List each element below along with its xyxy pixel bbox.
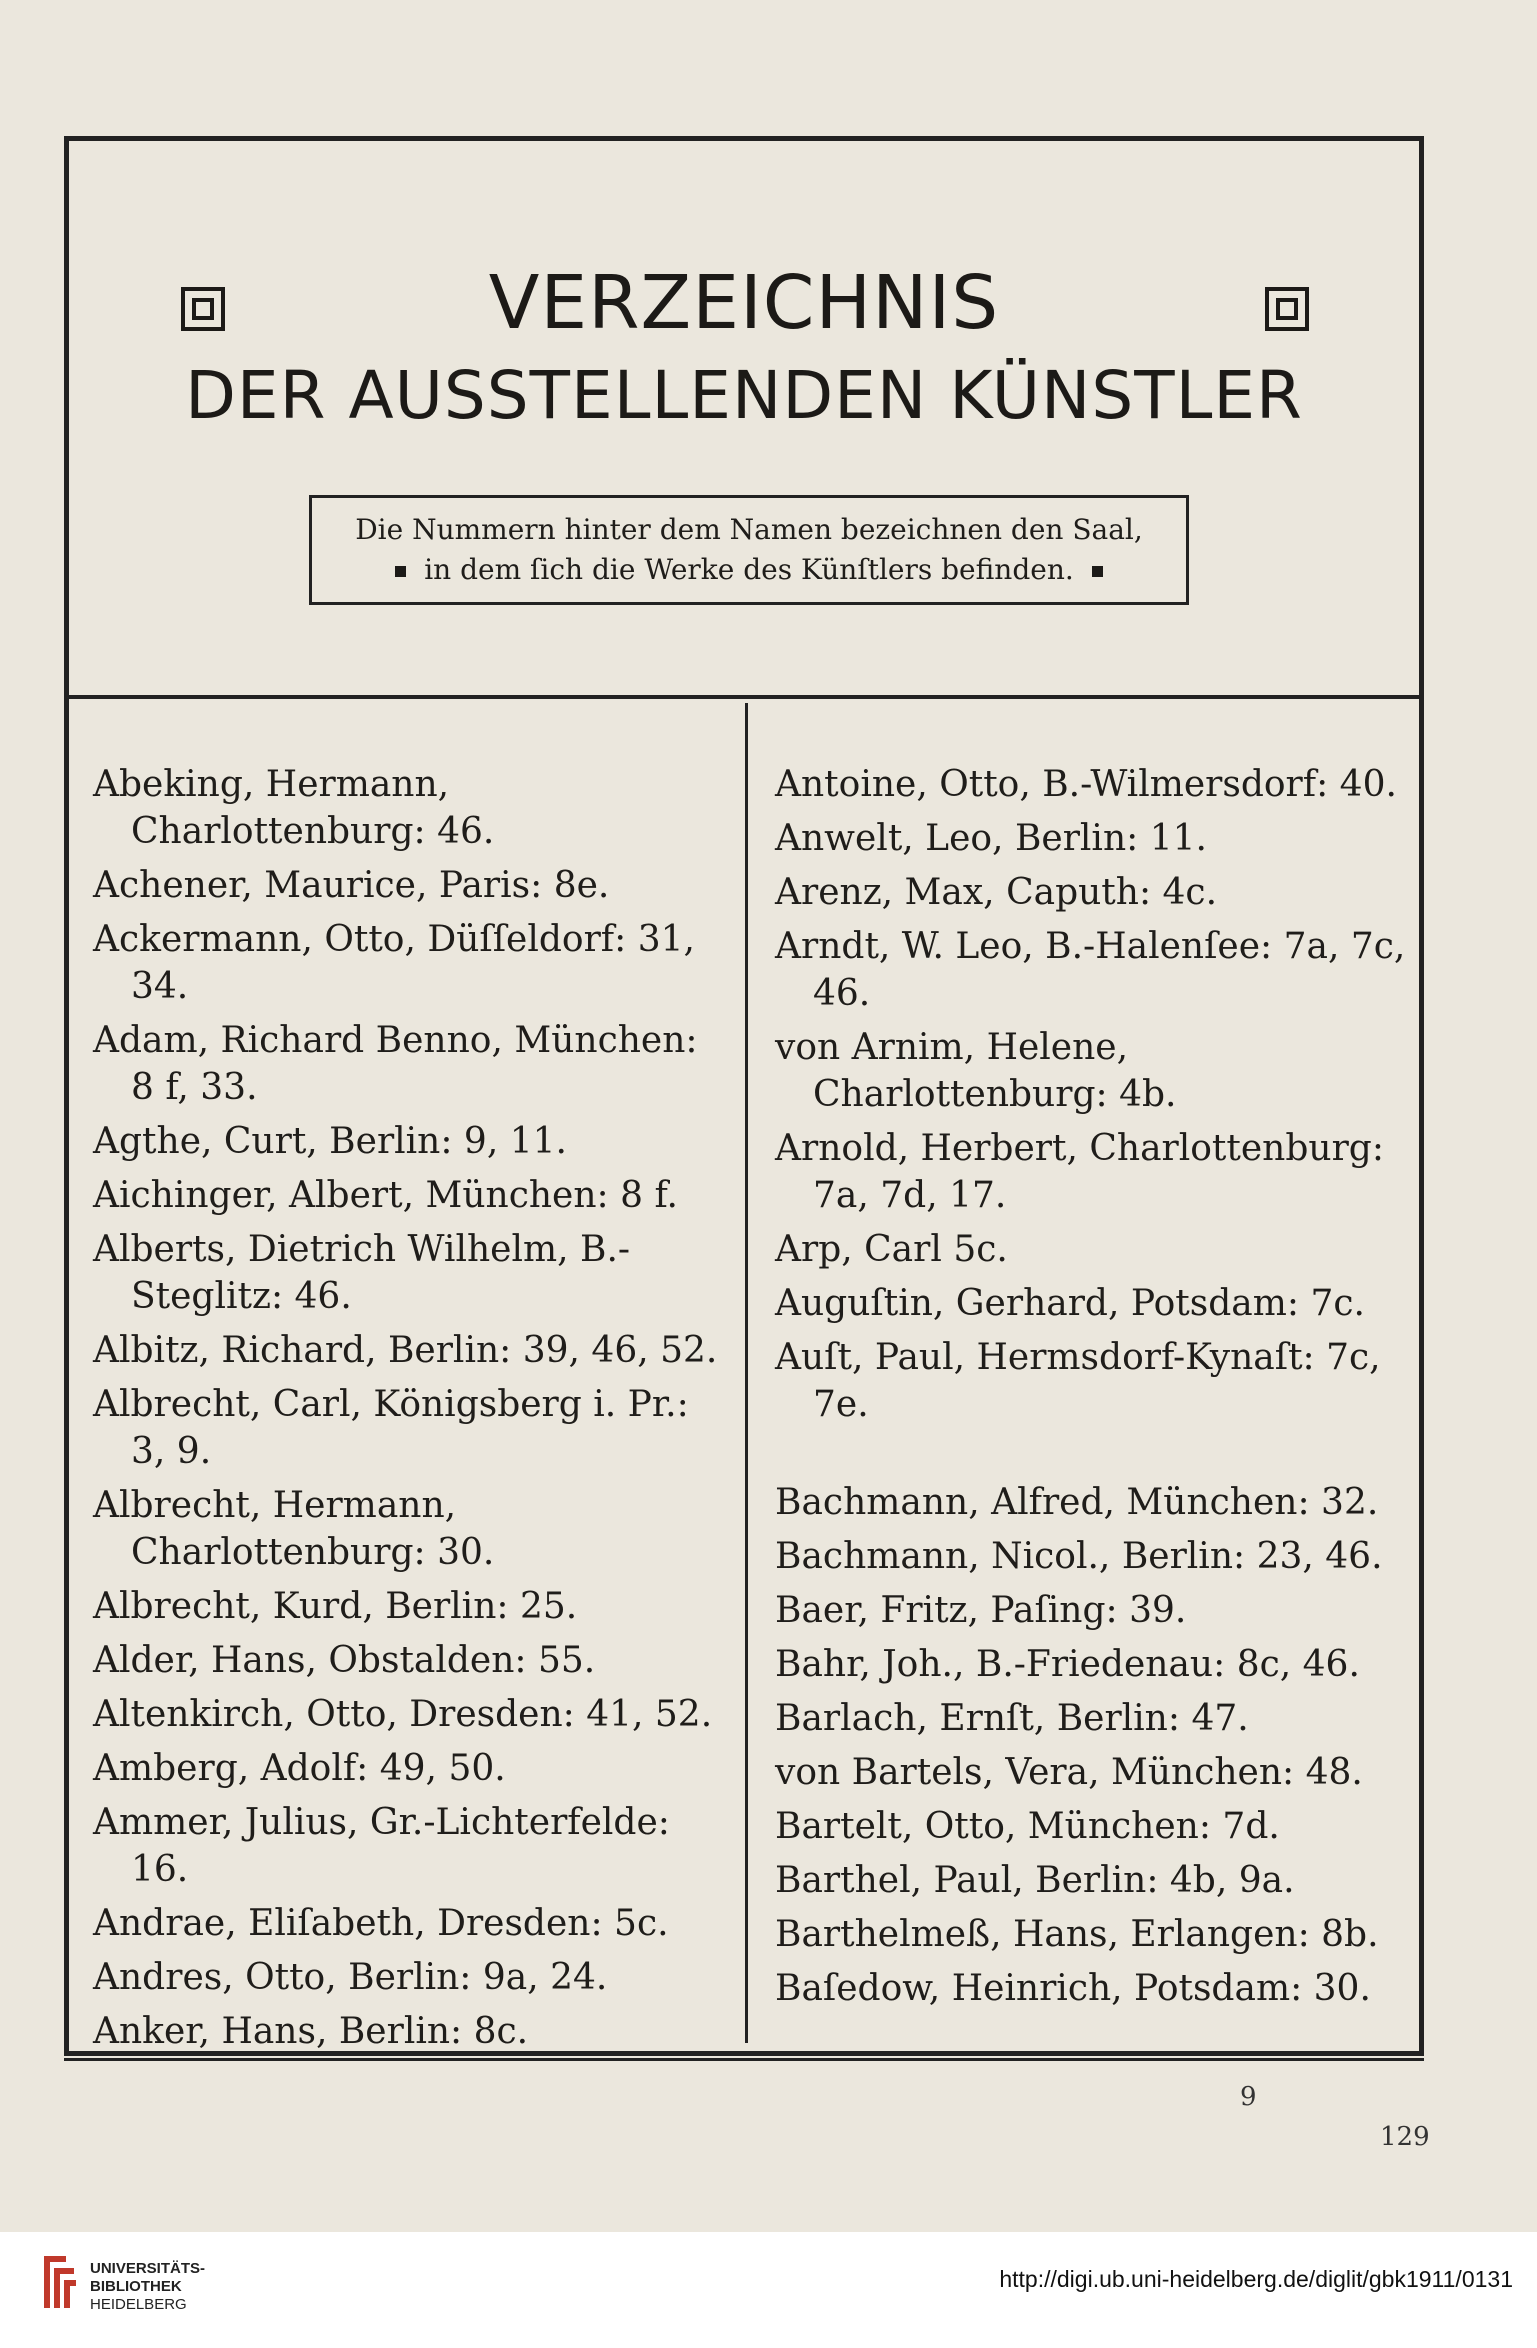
page-subtitle: DER AUSSTELLENDEN KÜNSTLER	[185, 357, 1303, 434]
right-column	[775, 761, 1411, 2019]
list-item: Bahr, Joh., B.-Friedenau: 8c, 46.	[775, 1644, 1360, 1685]
list-item: Adam, Richard Benno, München: 8 f, 33.	[93, 1020, 698, 1108]
list-item: Achener, Maurice, Paris: 8e.	[93, 865, 610, 906]
list-item: Ammer, Julius, Gr.-Lichterfelde: 16.	[93, 1802, 670, 1890]
list-item: Anker, Hans, Berlin: 8c.	[93, 2011, 529, 2052]
list-item: Albrecht, Hermann, Charlottenburg: 30.	[93, 1485, 495, 1573]
list-item: Albrecht, Carl, Königsberg i. Pr.: 3, 9.	[93, 1384, 689, 1472]
list-item: Baſedow, Heinrich, Potsdam: 30.	[775, 1968, 1371, 2009]
library-logo-icon	[36, 2250, 82, 2314]
bottom-rule	[64, 2058, 1424, 2061]
list-item: Arp, Carl 5c.	[775, 1229, 1008, 1270]
left-column	[93, 761, 723, 2062]
column-divider	[745, 703, 748, 2043]
page-title: VERZEICHNIS	[488, 260, 1000, 346]
list-item: Amberg, Adolf: 49, 50.	[93, 1748, 506, 1789]
directory-frame	[64, 136, 1424, 2056]
list-item: Anwelt, Leo, Berlin: 11.	[775, 818, 1207, 859]
list-item: Albitz, Richard, Berlin: 39, 46, 52.	[93, 1330, 718, 1371]
list-item: Bachmann, Alfred, München: 32.	[775, 1482, 1379, 1523]
bullet-icon	[1092, 566, 1103, 577]
library-name: UNIVERSITÄTS- BIBLIOTHEK HEIDELBERG	[90, 2260, 206, 2313]
list-item: Alberts, Dietrich Wilhelm, B.-Steglitz: 46.	[93, 1229, 631, 1317]
list-item: Bachmann, Nicol., Berlin: 23, 46.	[775, 1536, 1383, 1577]
footer-bar	[0, 2232, 1537, 2348]
source-url-link[interactable]: http://digi.ub.uni-heidelberg.de/diglit/gbk1911/0131	[999, 2266, 1513, 2292]
note-line-2: in dem ſich die Werke des Künſtlers befinden.	[424, 553, 1074, 586]
list-item: Auſt, Paul, Hermsdorf-Kynaſt: 7c, 7e.	[775, 1337, 1381, 1425]
list-item: Aichinger, Albert, München: 8 f.	[93, 1175, 678, 1216]
title-row	[69, 253, 1419, 353]
list-item: Abeking, Hermann, Charlottenburg: 46.	[93, 764, 495, 852]
scan-number: 129	[1380, 2122, 1430, 2152]
list-item: Bartelt, Otto, München: 7d.	[775, 1806, 1280, 1847]
list-item: Andrae, Eliſabeth, Dresden: 5c.	[93, 1903, 669, 1944]
list-item: Agthe, Curt, Berlin: 9, 11.	[93, 1121, 567, 1162]
section-spacer	[775, 1435, 1411, 1479]
list-item: Antoine, Otto, B.-Wilmersdorf: 40.	[775, 764, 1397, 805]
page-number: 9	[1240, 2082, 1257, 2112]
list-item: Arnold, Herbert, Charlottenburg: 7a, 7d, 17.	[775, 1128, 1384, 1216]
list-item: Altenkirch, Otto, Dresden: 41, 52.	[93, 1694, 713, 1735]
bullet-icon	[395, 566, 406, 577]
list-item: Arenz, Max, Caputh: 4c.	[775, 872, 1218, 913]
header-box	[69, 141, 1419, 699]
list-item: Baer, Fritz, Paſing: 39.	[775, 1590, 1187, 1631]
list-item: Andres, Otto, Berlin: 9a, 24.	[93, 1957, 608, 1998]
list-item: Barthel, Paul, Berlin: 4b, 9a.	[775, 1860, 1295, 1901]
note-line-1: Die Nummern hinter dem Namen bezeichnen den Saal,	[355, 513, 1143, 546]
note-line-2-row	[312, 550, 1186, 590]
list-item: Alder, Hans, Obstalden: 55.	[93, 1640, 596, 1681]
list-item: Albrecht, Kurd, Berlin: 25.	[93, 1586, 578, 1627]
list-item: Barthelmeß, Hans, Erlangen: 8b.	[775, 1914, 1379, 1955]
list-item: Arndt, W. Leo, B.-Halenſee: 7a, 7c, 46.	[775, 926, 1406, 1014]
note-box	[309, 495, 1189, 605]
list-item: Auguſtin, Gerhard, Potsdam: 7c.	[775, 1283, 1365, 1324]
list-item: Barlach, Ernſt, Berlin: 47.	[775, 1698, 1249, 1739]
list-item: von Arnim, Helene, Charlottenburg: 4b.	[775, 1027, 1177, 1115]
list-item: Ackermann, Otto, Düſſeldorf: 31, 34.	[93, 919, 695, 1007]
list-item: von Bartels, Vera, München: 48.	[775, 1752, 1363, 1793]
